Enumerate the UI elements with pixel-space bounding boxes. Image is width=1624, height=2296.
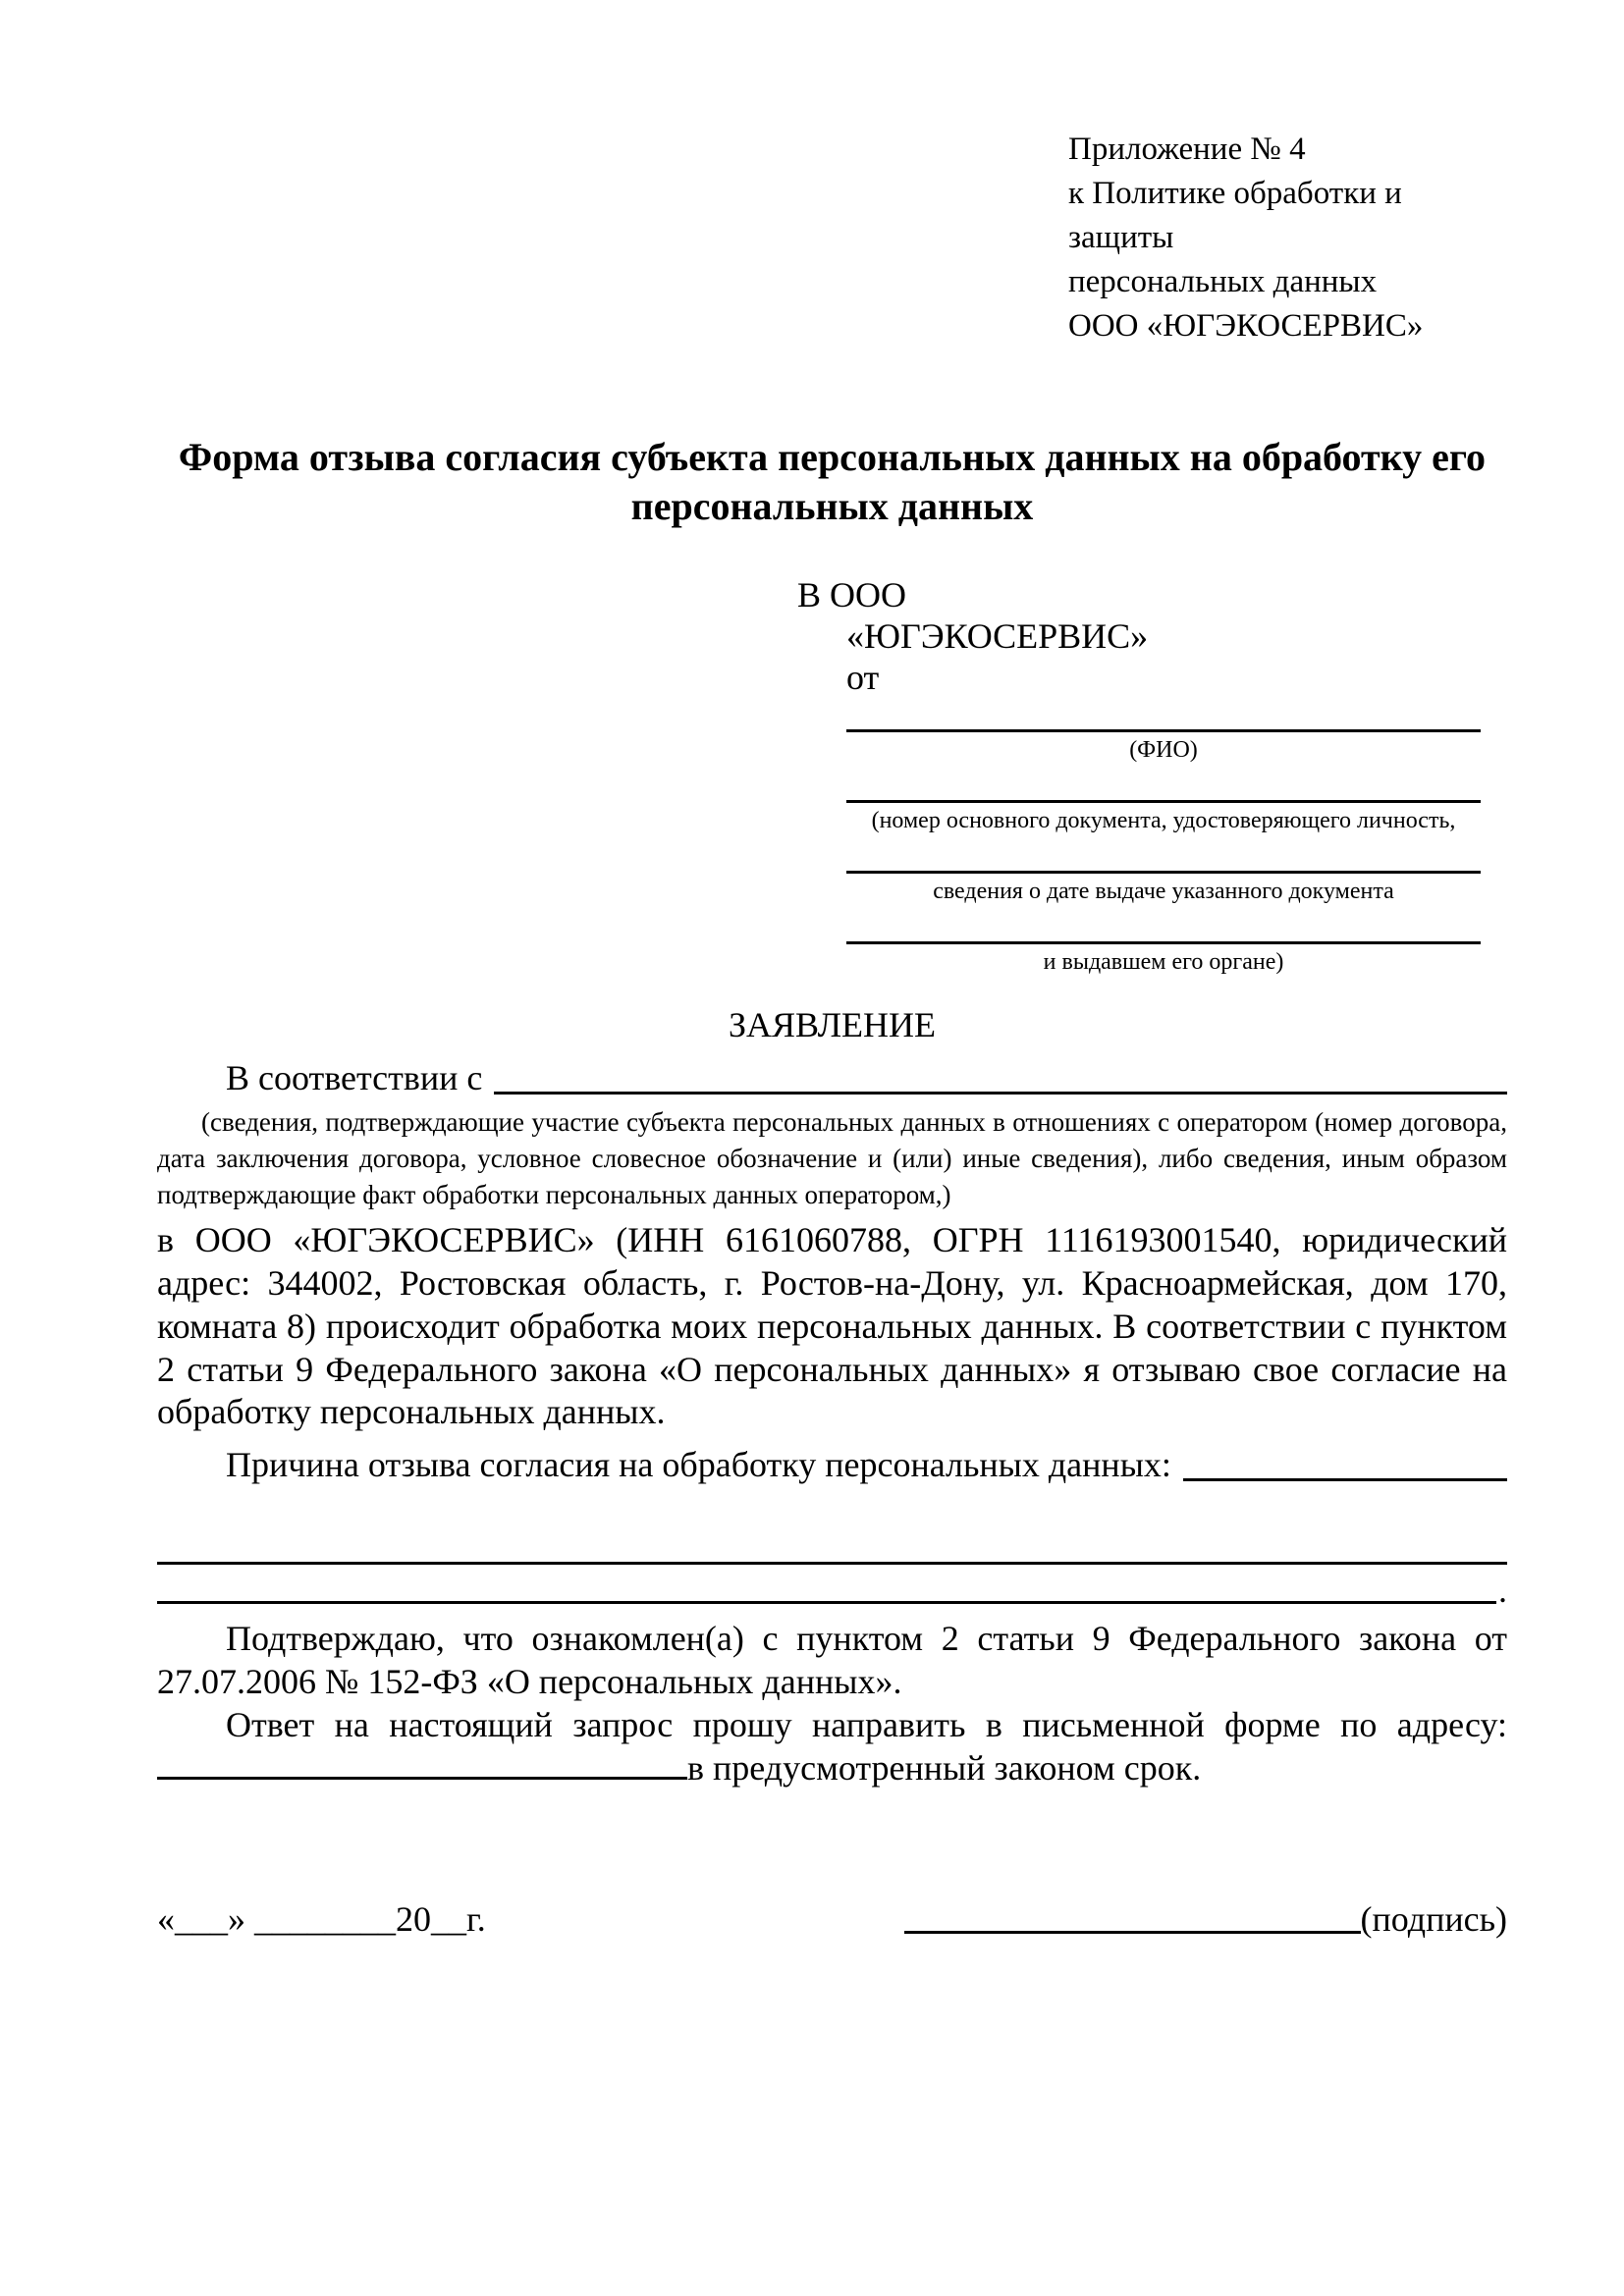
blank-line — [1183, 1444, 1507, 1481]
blank-line-with-period — [157, 1565, 1507, 1610]
confirmation-text: Подтверждаю, что ознакомлен(а) с пунктом 2 статьи 9 Федерального закона от 27.07.2006 № 152-ФЗ «О персональных данных». — [157, 1619, 1507, 1702]
appendix-note — [1068, 128, 1507, 348]
signature-field — [904, 1898, 1507, 1942]
signature-row — [157, 1898, 1507, 1942]
signature-label: (подпись) — [1360, 1898, 1507, 1939]
field-issuing-authority — [846, 912, 1481, 977]
intro-line — [157, 1057, 1507, 1100]
field-issue-date — [846, 841, 1481, 906]
footnote-text: (сведения, подтверждающие участие субъекта персональных данных в отношениях с оператором (номер договора, дата заключения договора, условное словесное обозначение и (или) иные сведения), либо сведения, иным образом подтверждающие факт обработки персональных данных оператором,) — [157, 1106, 1507, 1209]
period: . — [1498, 1571, 1507, 1611]
addressee-from: от — [846, 658, 880, 697]
appendix-line: Приложение № 4 — [1068, 132, 1306, 167]
document-title: Форма отзыва согласия субъекта персональных данных на обработку его персональных данных — [178, 435, 1487, 528]
blank-line — [846, 841, 1481, 874]
field-label: (ФИО) — [1129, 737, 1198, 763]
reply-prefix: Ответ на настоящий запрос прошу направить в письменной форме по адресу: — [226, 1705, 1507, 1745]
blank-line — [846, 912, 1481, 944]
blank-line — [157, 1601, 1496, 1604]
reason-line — [157, 1444, 1507, 1487]
statement-heading: ЗАЯВЛЕНИЕ — [728, 1005, 937, 1044]
appendix-line: к Политике обработки и защиты — [1068, 176, 1402, 255]
addressee-to: В ООО — [797, 575, 907, 614]
appendix-line: персональных данных — [1068, 264, 1378, 299]
field-label: и выдавшем его органе) — [1043, 949, 1284, 975]
blank-line — [157, 1487, 1507, 1565]
blank-line — [157, 1773, 687, 1780]
addressee-org: «ЮГЭКОСЕРВИС» — [846, 616, 1149, 656]
field-label: сведения о дате выдаче указанного документа — [933, 879, 1394, 904]
intro-prefix: В соответствии с — [226, 1057, 483, 1097]
blank-line — [494, 1057, 1507, 1095]
date-field: «___» ________20__г. — [157, 1898, 486, 1939]
field-fio — [846, 700, 1481, 765]
blank-line — [904, 1927, 1361, 1934]
reason-prefix: Причина отзыва согласия на обработку персональных данных: — [226, 1445, 1171, 1485]
statement-body: в ООО «ЮГЭКОСЕРВИС» (ИНН 6161060788, ОГРН 1116193001540, юридический адрес: 344002, Ростовская область, г. Ростов-на-Дону, ул. Красноармейская, дом 170, комната 8) происходит обработка моих персональных данных. В соответствии с пунктом 2 статьи 9 Федерального закона «О персональных данных» я отзываю свое согласие на обработку персональных данных. — [157, 1219, 1507, 1432]
addressee-block — [157, 574, 1507, 977]
reply-suffix: в предусмотренный законом срок. — [687, 1747, 1202, 1788]
blank-line — [846, 771, 1481, 803]
field-label: (номер основного документа, удостоверяющего личность, — [871, 808, 1456, 833]
appendix-line: ООО «ЮГЭКОСЕРВИС» — [1068, 308, 1424, 344]
reply-text — [157, 1704, 1507, 1790]
addressee-fields — [846, 700, 1481, 977]
field-document-number — [846, 771, 1481, 835]
blank-line — [846, 700, 1481, 732]
